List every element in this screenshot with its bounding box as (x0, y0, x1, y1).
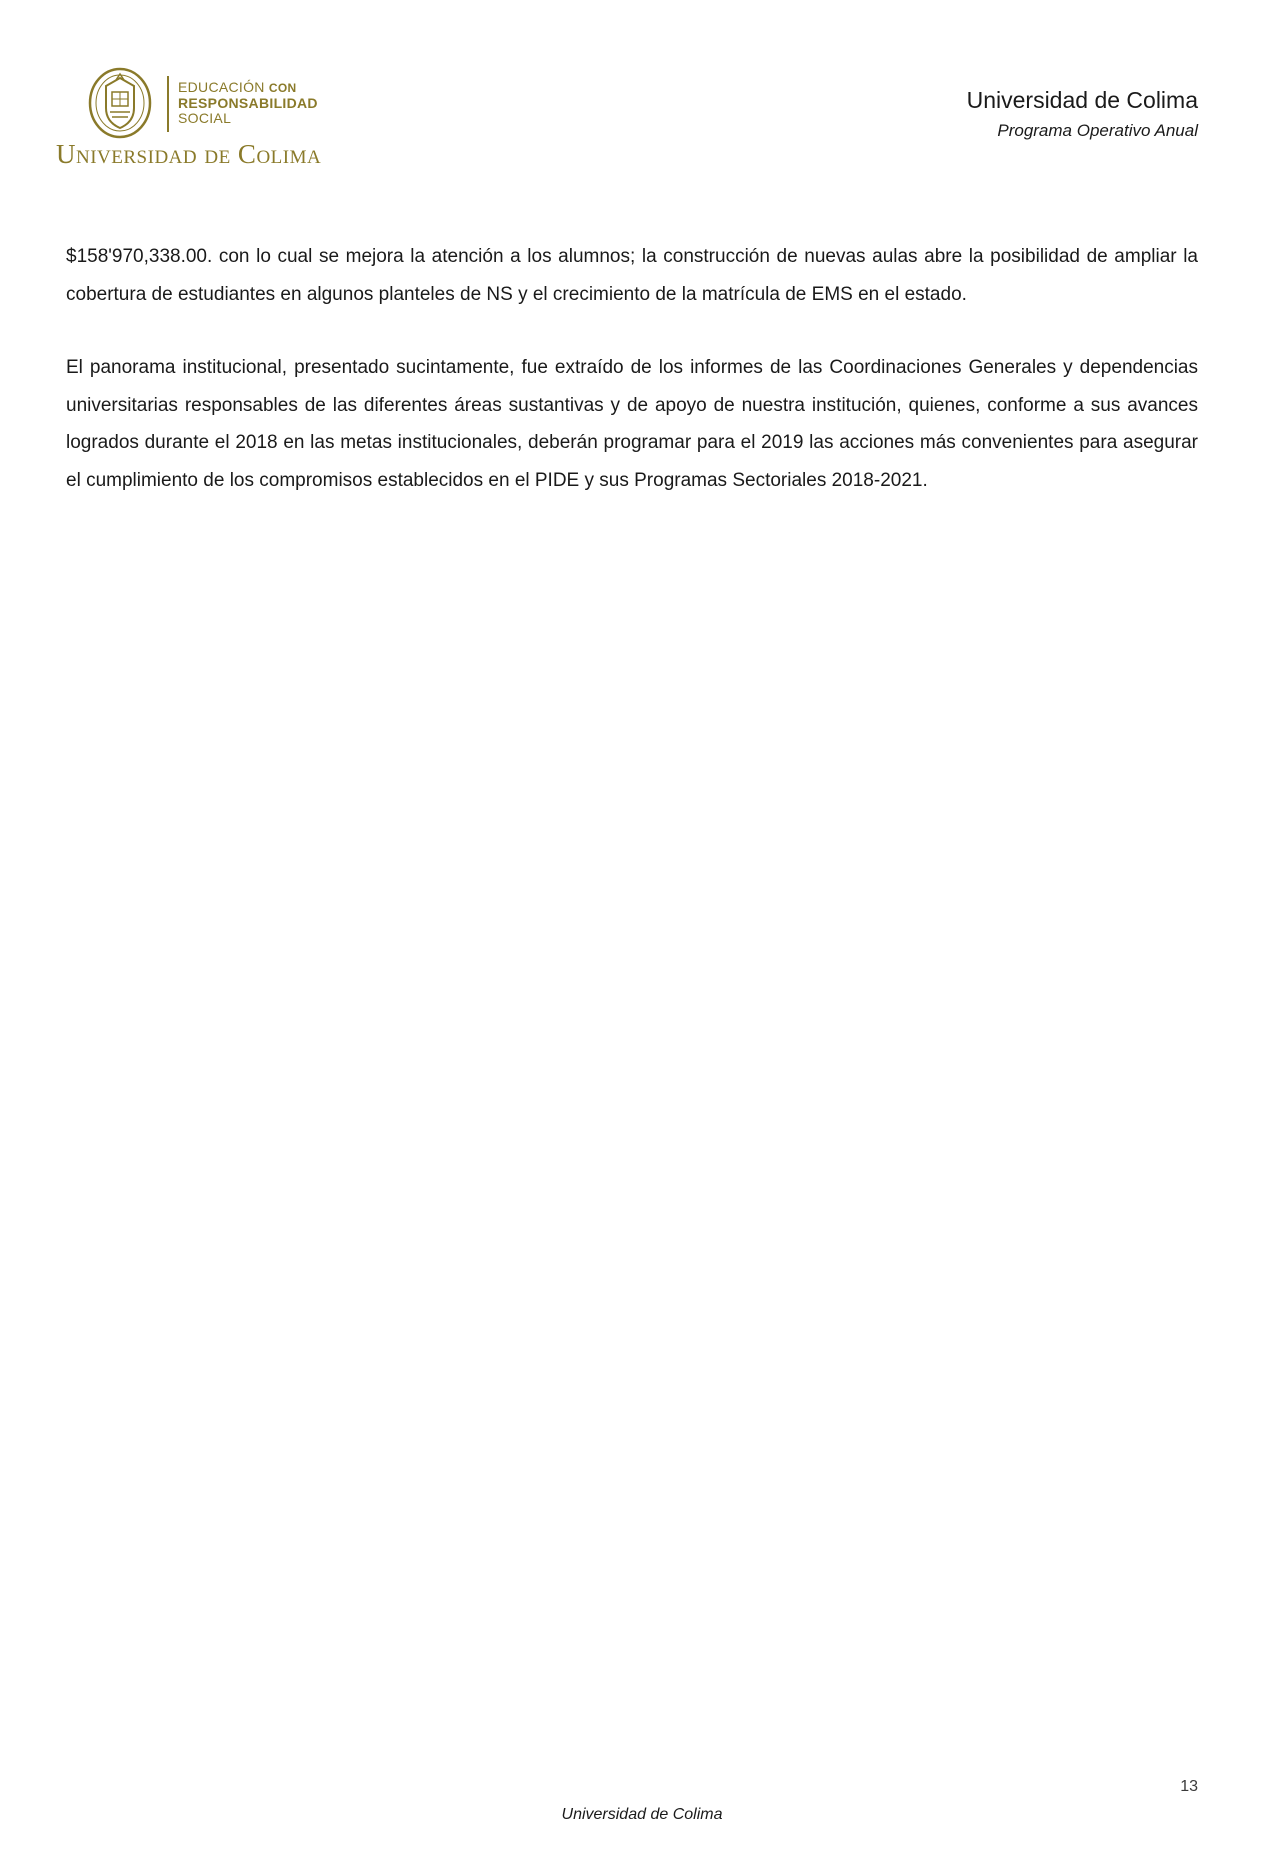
document-body (66, 238, 1198, 535)
paragraph: $158'970,338.00. con lo cual se mejora la atención a los alumnos; la construcción de nuevas aulas abre la posibilidad de ampliar la cobertura de estudiantes en algunos planteles de NS y el crecimiento de la matrícula de EMS en el estado. (66, 246, 1198, 305)
page-header (967, 86, 1198, 144)
slogan-line-3: SOCIAL (178, 110, 232, 126)
logo-slogan (178, 80, 318, 126)
slogan-line-1: EDUCACIÓN (178, 79, 265, 95)
page-number: 13 (1180, 1778, 1198, 1795)
logo-divider (167, 76, 169, 132)
university-seal-icon (80, 66, 160, 140)
header-title: Universidad de Colima (966, 87, 1198, 113)
slogan-line-2: RESPONSABILIDAD (178, 95, 318, 111)
paragraph: El panorama institucional, presentado sucintamente, fue extraído de los informes de las Coordinaciones Generales y dependencias universitarias responsables de las diferentes áreas sustantivas y de apoyo de nuestra institución, quienes, conforme a sus avances logrados durante el 2018 en las metas institucionales, deberán programar para el 2019 las acciones más convenientes para asegurar el cumplimiento de los compromisos establecidos en el PIDE y sus Programas Sectoriales 2018-2021. (66, 357, 1198, 491)
logo-wordmark: Universidad de Colima (56, 139, 322, 169)
slogan-line-1-suffix: CON (268, 81, 297, 95)
footer-text: Universidad de Colima (561, 1806, 723, 1823)
header-subtitle: Programa Operativo Anual (997, 121, 1198, 140)
university-logo (56, 66, 356, 176)
